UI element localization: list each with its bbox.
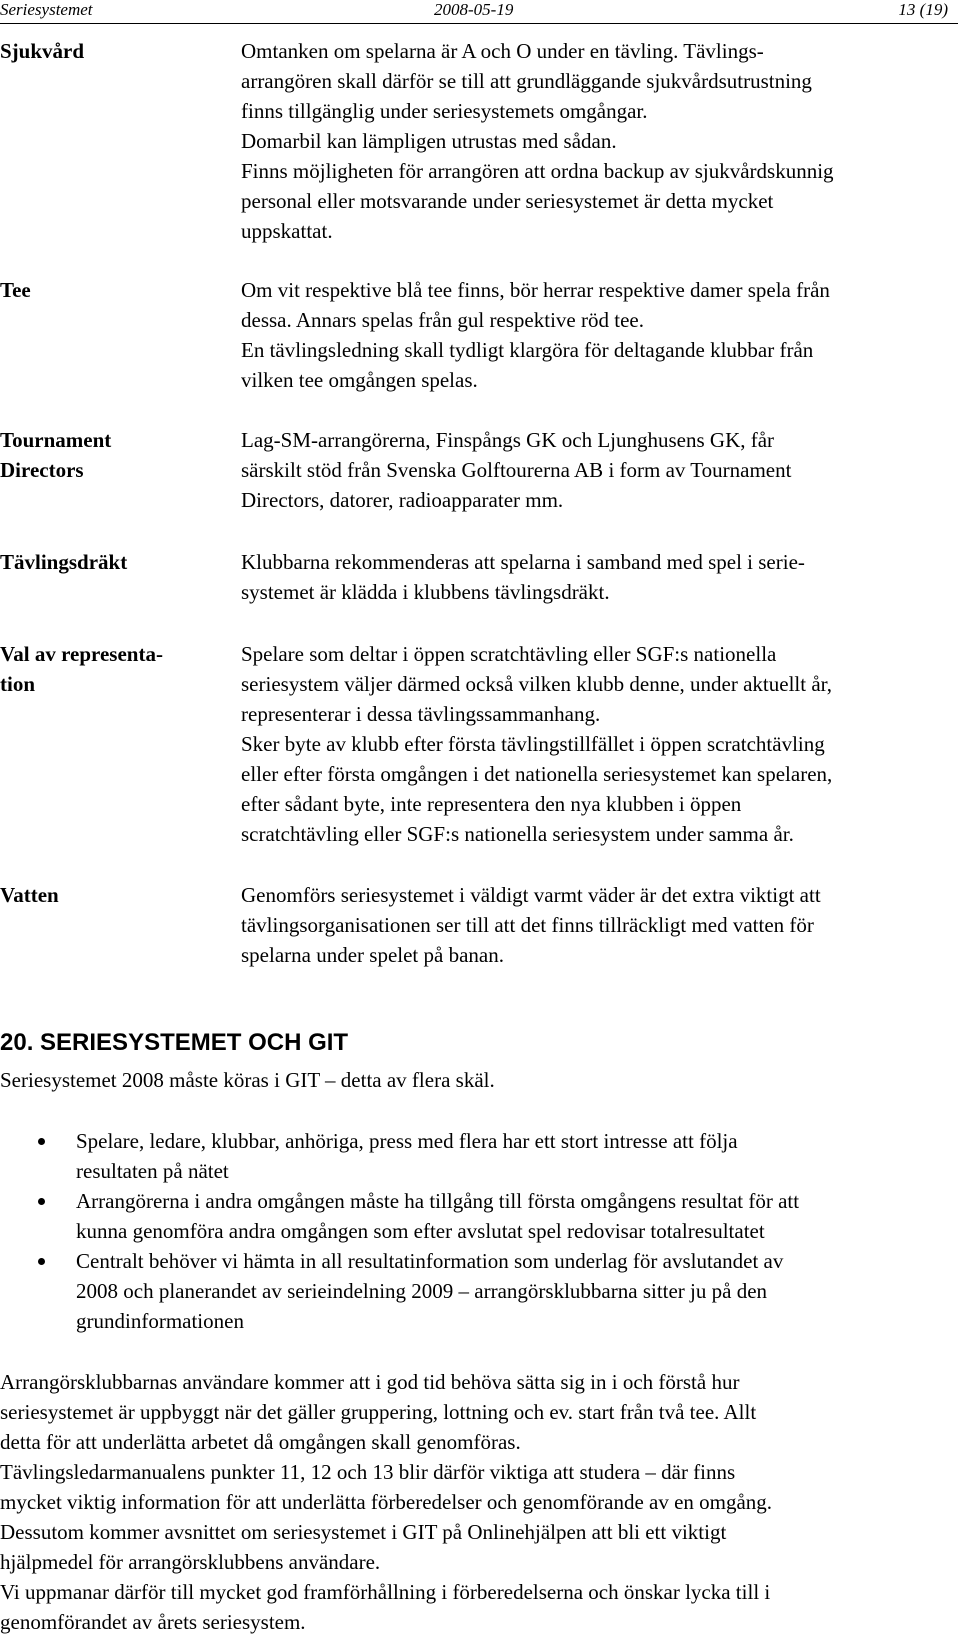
list-item [0,1126,958,1186]
text-line: mycket viktig information för att underlätta förberedelser och genomförande av en omgång. [0,1490,773,1514]
page-header [0,0,950,20]
paragraph-tavlingsdrakt [241,547,959,607]
text-line: särskilt stöd från Svenska Golftourerna AB i form av Tournament [241,458,792,482]
text-line: hjälpmedel för arrangörsklubbens användare. [0,1550,381,1574]
text-line: seriesystem väljer därmed också vilken klubb denne, under aktuellt år, [241,672,833,696]
bullet-icon [38,1198,45,1205]
text-line: tävlingsorganisationen ser till att det finns tillräckligt med vatten för [241,913,814,937]
text-line: scratchtävling eller SGF:s nationella seriesystem under samma år. [241,822,794,846]
text-line: Spelare som deltar i öppen scratchtävling eller SGF:s nationella [241,642,777,666]
text-line: finns tillgänglig under seriesystemets omgångar. [241,99,648,123]
label-line: Val av representa- [0,642,163,666]
label-sjukvard: Sjukvård [0,39,85,63]
text-line: Sker byte av klubb efter första tävlingstillfället i öppen scratchtävling [241,732,825,756]
paragraph-tournament-directors [241,425,959,515]
text-line: representerar i dessa tävlingssammanhang. [241,702,601,726]
text-line: Centralt behöver vi hämta in all resultatinformation som underlag för avslutandet av [76,1249,784,1273]
bullet-list [0,1126,958,1336]
text-line: Domarbil kan lämpligen utrustas med sådan. [241,129,617,153]
label-tournament-directors [0,425,230,485]
text-line: grundinformationen [76,1309,244,1333]
label-line: tion [0,672,36,696]
closing-paragraphs [0,1367,958,1637]
text-line: En tävlingsledning skall tydligt klargöra för deltagande klubbar från [241,338,814,362]
text-line: vilken tee omgången spelas. [241,368,478,392]
text-line: Genomförs seriesystemet i väldigt varmt väder är det extra viktigt att [241,883,821,907]
text-line: Vi uppmanar därför till mycket god framförhållning i förberedelserna och önskar lycka till i [0,1580,771,1604]
label-line: Tournament [0,428,112,452]
text-line: spelarna under spelet på banan. [241,943,504,967]
text-line: Directors, datorer, radioapparater mm. [241,488,564,512]
text-line: genomförandet av årets seriesystem. [0,1610,306,1634]
text-line: arrangören skall därför se till att grundläggande sjukvårdsutrustning [241,69,812,93]
paragraph-vatten [241,880,959,970]
header-date: 2008-05-19 [434,0,514,19]
text-line: resultaten på nätet [76,1159,229,1183]
list-item [0,1246,958,1336]
text-line: systemet är klädda i klubbens tävlingsdräkt. [241,580,610,604]
text-line: dessa. Annars spelas från gul respektive röd tee. [241,308,644,332]
paragraph-val-av-representation [241,639,959,849]
text-line: seriesystemet är uppbyggt när det gäller gruppering, lottning och ev. start från två tee. Allt [0,1400,757,1424]
text-line: Arrangörerna i andra omgången måste ha tillgång till första omgångens resultat för att [76,1189,800,1213]
paragraph-sjukvard [241,36,959,246]
bullet-icon [38,1258,45,1265]
text-line: 2008 och planerandet av serieindelning 2009 – arrangörsklubbarna sitter ju på den [76,1279,768,1303]
text-line: efter sådant byte, inte representera den nya klubben i öppen [241,792,742,816]
label-tavlingsdrakt: Tävlingsdräkt [0,550,128,574]
text-line: detta för att underlätta arbetet då omgången skall genomföras. [0,1430,521,1454]
text-line: eller efter första omgången i det nationella seriesystemet kan spelaren, [241,762,833,786]
label-vatten: Vatten [0,883,59,907]
label-tee: Tee [0,278,31,302]
section-intro: Seriesystemet 2008 måste köras i GIT – detta av flera skäl. [0,1068,495,1092]
text-line: Omtanken om spelarna är A och O under en tävling. Tävlings- [241,39,764,63]
text-line: Om vit respektive blå tee finns, bör herrar respektive damer spela från [241,278,830,302]
text-line: Klubbarna rekommenderas att spelarna i samband med spel i serie- [241,550,805,574]
header-rule [0,23,958,24]
bullet-icon [38,1138,45,1145]
header-page-number: 13 (19) [898,0,948,19]
label-val-av-representation [0,639,230,699]
text-line: Lag-SM-arrangörerna, Finspångs GK och Ljunghusens GK, får [241,428,775,452]
text-line: personal eller motsvarande under seriesystemet är detta mycket [241,189,774,213]
header-document-title: Seriesystemet [0,0,93,19]
list-item [0,1186,958,1246]
section-heading: 20. SERIESYSTEMET OCH GIT [0,1029,349,1056]
text-line: kunna genomföra andra omgången som efter avslutat spel redovisar totalresultatet [76,1219,765,1243]
text-line: uppskattat. [241,219,333,243]
paragraph-tee [241,275,959,395]
text-line: Dessutom kommer avsnittet om seriesystemet i GIT på Onlinehjälpen att bli ett viktigt [0,1520,727,1544]
text-line: Tävlingsledarmanualens punkter 11, 12 och 13 blir därför viktiga att studera – där finns [0,1460,736,1484]
label-line: Directors [0,458,84,482]
text-line: Finns möjligheten för arrangören att ordna backup av sjukvårdskunnig [241,159,834,183]
text-line: Arrangörsklubbarnas användare kommer att i god tid behöva sätta sig in i och förstå hur [0,1370,740,1394]
text-line: Spelare, ledare, klubbar, anhöriga, press med flera har ett stort intresse att följa [76,1129,738,1153]
